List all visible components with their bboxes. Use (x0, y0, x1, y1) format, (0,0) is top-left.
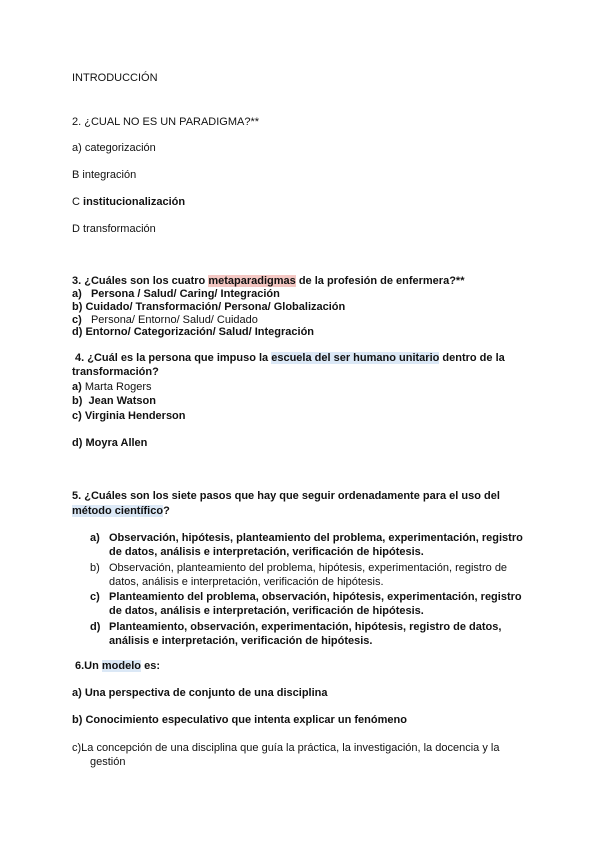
q6-question: 6.Un modelo es: (75, 660, 160, 672)
q6-option-c: c)La concepción de una disciplina que guía la práctica, la investigación, la docencia y la gestión (72, 742, 500, 768)
q5-question-line2: método científico? (72, 505, 170, 517)
q4-option-b: b) Jean Watson (72, 395, 156, 407)
q3-question: 3. ¿Cuáles son los cuatro metaparadigmas de la profesión de enfermera?** (72, 275, 465, 287)
q5-option-b: b) Observación, planteamiento del problema, hipótesis, experimentación, registro de datos, análisis e interpretación, verificación de hipótesis. (90, 562, 508, 588)
q5-option-a: a) Observación, hipótesis, planteamiento del problema, experimentación, registro de datos, análisis e interpretación, verificación de hipótesis. (90, 532, 523, 558)
q3-option-a: a) Persona / Salud/ Caring/ Integración (72, 288, 280, 300)
q4-option-c: c) Virginia Henderson (72, 410, 186, 422)
q2-option-a: a) categorización (72, 142, 156, 154)
q3-option-c: c) Persona/ Entorno/ Salud/ Cuidado (72, 314, 258, 326)
q5-option-d: d) Planteamiento, observación, experimentación, hipótesis, registro de datos, análisis e interpretación, verificación de hipótesis. (90, 621, 502, 647)
q6-option-a: a) Una perspectiva de conjunto de una disciplina (72, 687, 328, 699)
q2-option-d: D transformación (72, 223, 156, 235)
intro-heading: INTRODUCCIÓN (72, 72, 158, 84)
q2-option-b: B integración (72, 169, 137, 181)
q5-option-c: c) Planteamiento del problema, observación, hipótesis, experimentación, registro de datos, análisis e interpretación, verificación de hipótesis. (90, 591, 522, 617)
q6-option-b: b) Conocimiento especulativo que intenta explicar un fenómeno (72, 714, 407, 726)
q2-option-c: C institucionalización (72, 196, 186, 208)
q4-option-a: a) Marta Rogers (72, 381, 152, 393)
q2-question: 2. ¿CUAL NO ES UN PARADIGMA?** (72, 116, 260, 128)
q4-option-d: d) Moyra Allen (72, 437, 148, 449)
q5-question-line1: 5. ¿Cuáles son los siete pasos que hay que seguir ordenadamente para el uso del (72, 490, 500, 502)
q4-question-line2: transformación? (72, 366, 159, 378)
q3-option-d: d) Entorno/ Categorización/ Salud/ Integración (72, 326, 315, 338)
q4-question-line1: 4. ¿Cuál es la persona que impuso la escuela del ser humano unitario dentro de la (75, 352, 505, 364)
q3-option-b: b) Cuidado/ Transformación/ Persona/ Globalización (72, 301, 346, 313)
